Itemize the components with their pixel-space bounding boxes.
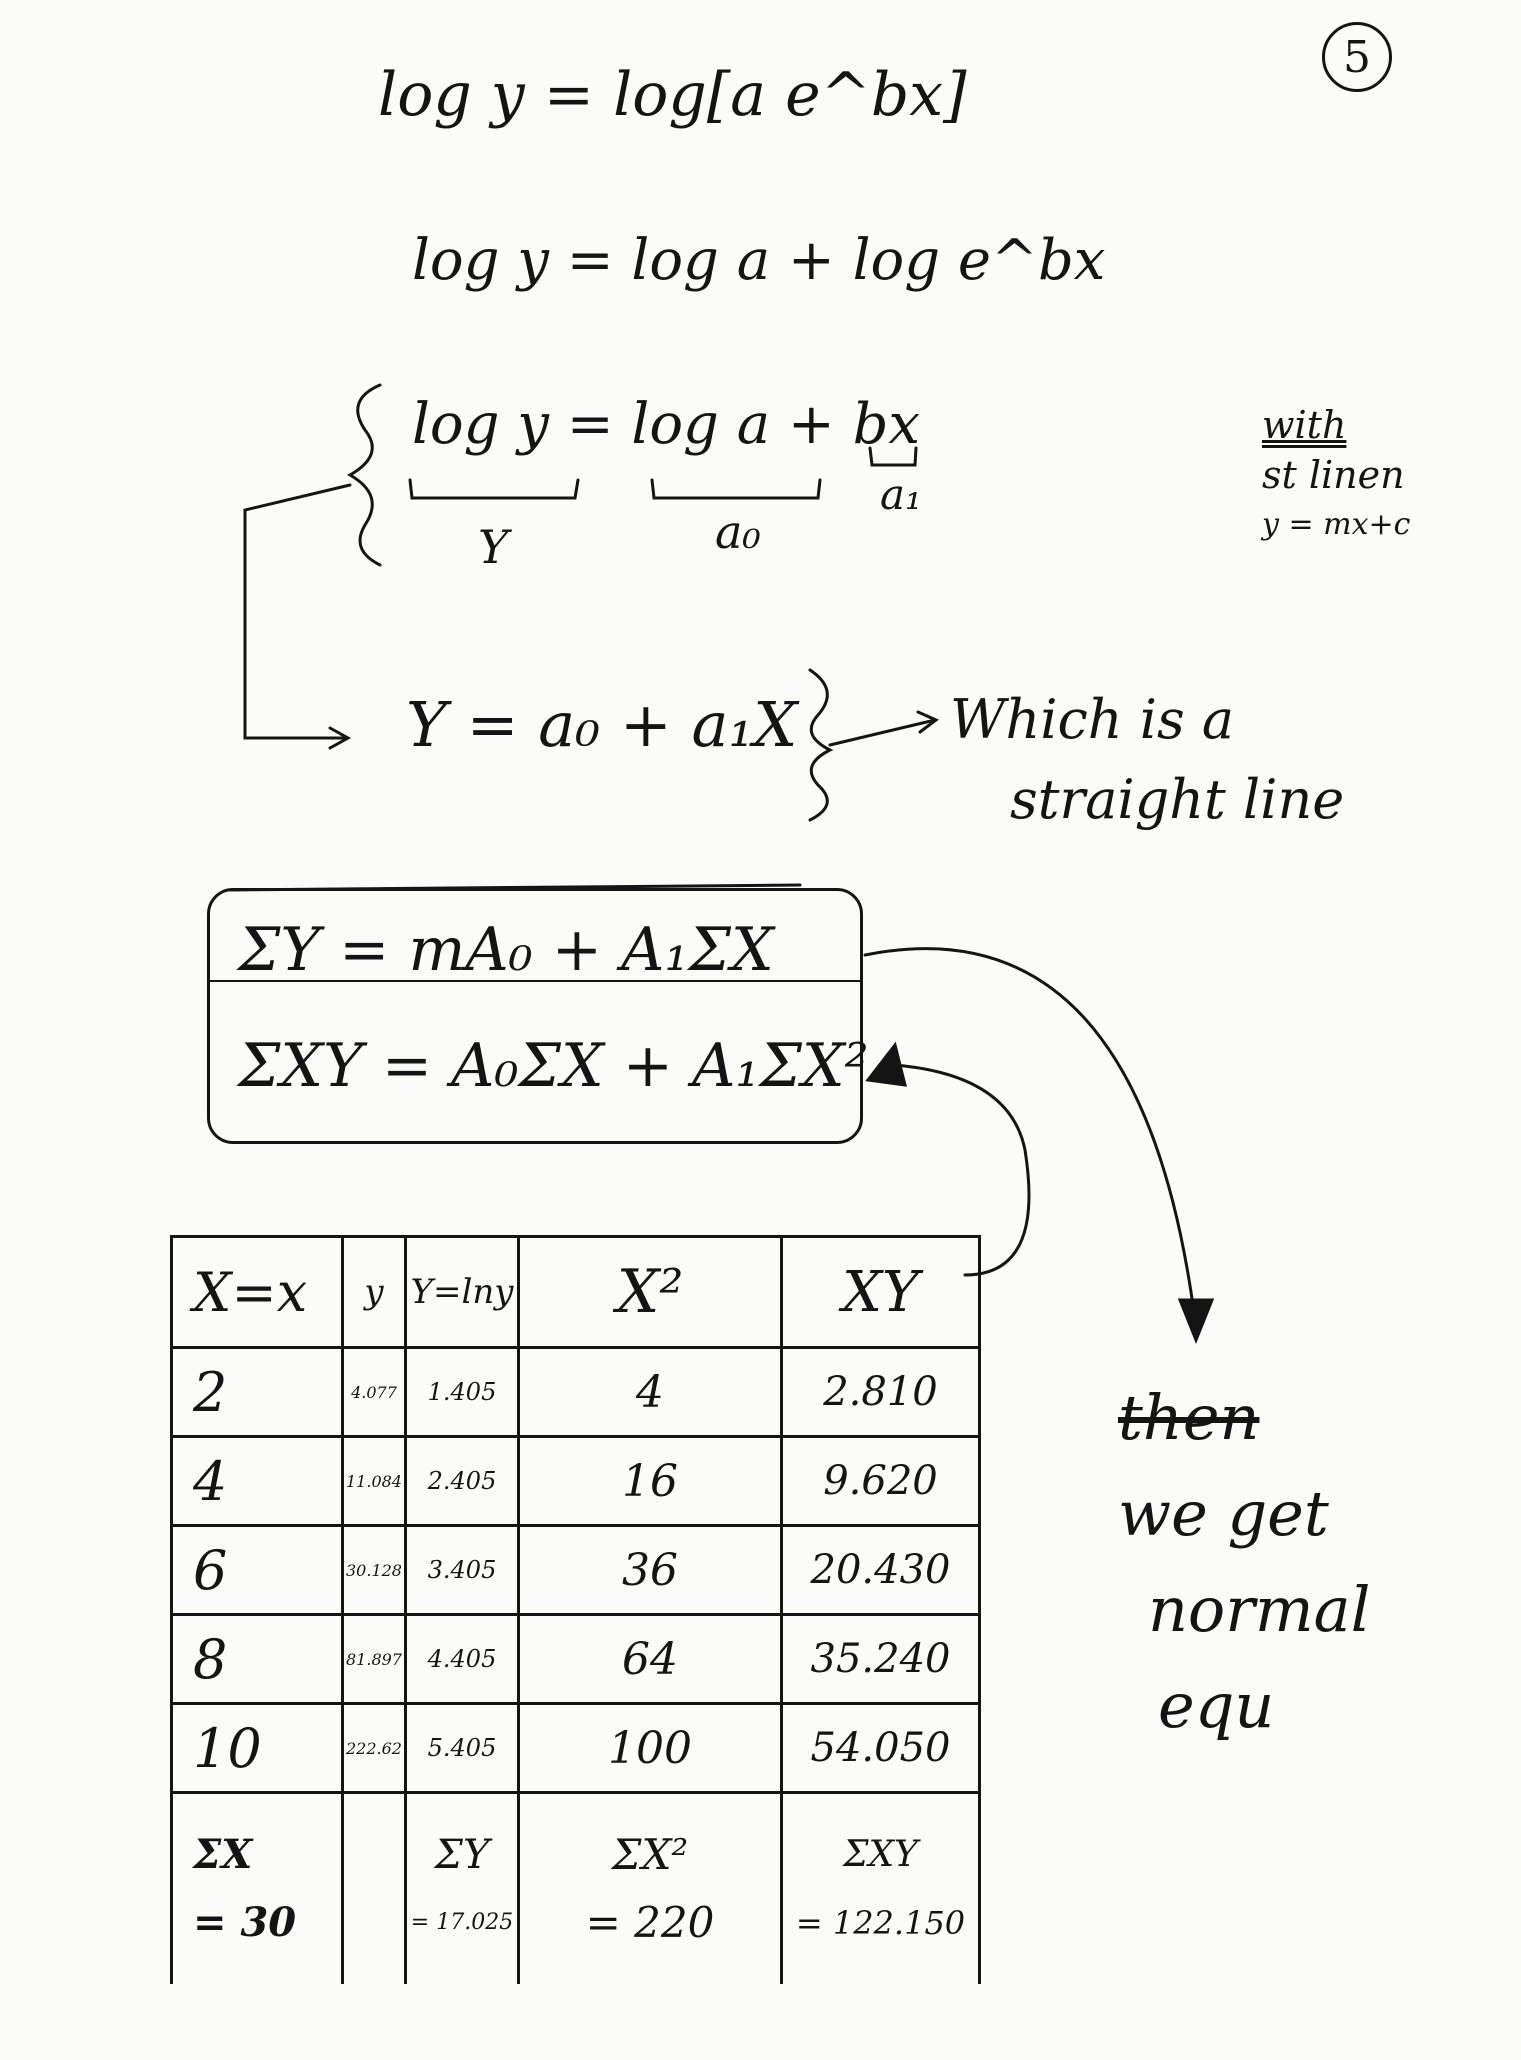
sum-x-label: ΣX <box>193 1831 253 1878</box>
normal-equation-1: ΣY = mA₀ + A₁ΣX <box>238 915 774 985</box>
cell-ln-y: 3.405 <box>406 1526 519 1615</box>
page-number: 5 <box>1322 22 1392 92</box>
cell-x-squared: 36 <box>519 1526 782 1615</box>
cell-xy: 2.810 <box>782 1348 980 1437</box>
cell-y: 4.077 <box>343 1348 406 1437</box>
side-note-line-2: st linen <box>1262 453 1405 497</box>
header-xy: XY <box>782 1237 980 1348</box>
normal-equation-2: ΣXY = A₀ΣX + A₁ΣX² <box>238 1031 869 1101</box>
cell-y: 30.128 <box>343 1526 406 1615</box>
header-x-squared: X² <box>519 1237 782 1348</box>
eq-arrowhead <box>868 1045 905 1085</box>
which-note-line-2: straight line <box>1010 768 1345 831</box>
cell-ln-y: 1.405 <box>406 1348 519 1437</box>
then-arrowhead <box>1180 1300 1212 1340</box>
underbrace-y <box>410 480 578 498</box>
brace-left <box>350 385 380 565</box>
cell-x: 4 <box>172 1437 343 1526</box>
label-big-y: Y <box>478 520 509 574</box>
side-note-line-3: y = mx+c <box>1262 507 1411 542</box>
then-note-line-4: equ <box>1158 1669 1275 1742</box>
cell-x-squared: 4 <box>519 1348 782 1437</box>
equation-line-2: log y = log a + log e^bx <box>412 228 1106 293</box>
cell-x: 8 <box>172 1615 343 1704</box>
sum-xy-label: ΣXY <box>843 1834 918 1875</box>
label-a0: a₀ <box>715 505 761 559</box>
equation-line-3: log y = log a + bx <box>412 392 921 457</box>
cell-xy: 54.050 <box>782 1704 980 1793</box>
underbrace-bx <box>870 448 916 465</box>
then-note-line-1: then <box>1118 1381 1260 1454</box>
sum-x-squared-label: ΣX² <box>611 1830 689 1879</box>
cell-xy: 9.620 <box>782 1437 980 1526</box>
box-top-stroke <box>230 885 800 890</box>
cell-y: 81.897 <box>343 1615 406 1704</box>
equation-line-1: log y = log[a e^bx] <box>378 60 967 130</box>
sum-x-value: = 30 <box>193 1899 297 1946</box>
sum-y-label: ΣY <box>434 1832 490 1878</box>
then-note-line-3: normal <box>1148 1573 1371 1646</box>
cell-x: 2 <box>172 1348 343 1437</box>
cell-ln-y: 2.405 <box>406 1437 519 1526</box>
cell-y: 11.084 <box>343 1437 406 1526</box>
header-x: X=x <box>172 1237 343 1348</box>
cell-x-squared: 64 <box>519 1615 782 1704</box>
connector-arrow <box>245 485 350 738</box>
cell-xy: 35.240 <box>782 1615 980 1704</box>
cell-x-squared: 16 <box>519 1437 782 1526</box>
sum-xy-value: = 122.150 <box>795 1904 966 1942</box>
label-a1: a₁ <box>880 470 922 519</box>
curve-to-then <box>865 949 1195 1320</box>
header-y-ln: Y=lny <box>406 1237 519 1348</box>
cell-ln-y: 4.405 <box>406 1615 519 1704</box>
header-y-small: y <box>343 1237 406 1348</box>
curve-from-table <box>895 1065 1029 1275</box>
cell-x-squared: 100 <box>519 1704 782 1793</box>
then-note-line-2: we get <box>1118 1477 1329 1550</box>
cell-y: 222.62 <box>343 1704 406 1793</box>
which-note-line-1: Which is a <box>950 688 1235 751</box>
cell-ln-y: 5.405 <box>406 1704 519 1793</box>
sum-y-value: = 17.025 <box>410 1910 514 1935</box>
sum-x-squared-value: = 220 <box>585 1898 715 1947</box>
cell-x: 6 <box>172 1526 343 1615</box>
underbrace-a <box>652 480 820 498</box>
linear-form-equation: Y = a₀ + a₁X <box>406 688 798 761</box>
side-note-line-1: with <box>1262 403 1347 447</box>
cell-x: 10 <box>172 1704 343 1793</box>
brace-right <box>810 670 830 820</box>
cell-xy: 20.430 <box>782 1526 980 1615</box>
